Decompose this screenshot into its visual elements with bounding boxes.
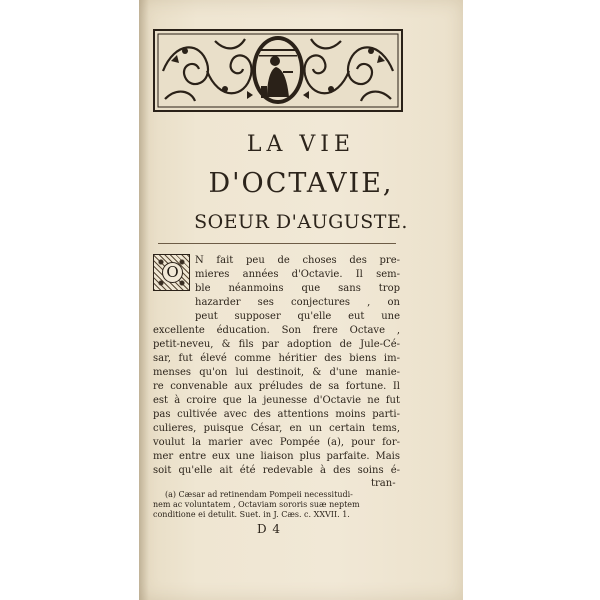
body-line: petit-neveu, & fils par adoption de Jule-Cé- <box>153 339 400 350</box>
drop-cap-letter: O <box>162 262 183 283</box>
page-gutter-shadow <box>139 0 149 600</box>
footnote-line: nem ac voluntatem , Octaviam sororis suæ neptem <box>153 500 360 509</box>
body-line: ble néanmoins que sans trop <box>195 283 400 294</box>
body-line: peut supposer qu'elle eut une <box>195 311 400 322</box>
body-line: N fait peu de choses des pre- <box>195 255 400 266</box>
headpiece-engraving <box>155 31 401 110</box>
ornamental-headpiece <box>153 29 403 112</box>
signature-mark: D 4 <box>256 522 282 536</box>
body-line: voulut la marier avec Pompée (a), pour for- <box>153 437 400 448</box>
body-line: excellente éducation. Son frere Octave , <box>153 325 400 336</box>
ornamental-drop-cap <box>153 254 190 291</box>
footnote-line: (a) Cæsar ad retinendam Pompeii necessitudi- <box>165 490 353 499</box>
book-page <box>139 0 463 600</box>
title-line-3: SOEUR D'AUGUSTE. <box>194 211 408 233</box>
title-line-1: LA VIE <box>246 132 356 157</box>
body-line: mieres années d'Octavie. Il sem- <box>195 269 400 280</box>
body-line: re convenable aux préludes de sa fortune. Il <box>153 381 400 392</box>
body-line: culieres, puisque César, en un certain tems, <box>153 423 400 434</box>
catchword: tran- <box>371 478 396 489</box>
body-line: est à croire que la jeunesse d'Octavie ne fut <box>153 395 400 406</box>
body-line: pas cultivée avec des attentions moins parti- <box>153 409 400 420</box>
body-line: soit qu'elle ait été redevable à des soins é- <box>153 465 400 476</box>
title-rule <box>158 243 396 244</box>
body-line: menses qu'on lui destinoit, & d'une manie- <box>153 367 400 378</box>
body-line: sar, fut élevé comme héritier des biens im- <box>153 353 400 364</box>
body-line: mer entre eux une liaison plus parfaite. Mais <box>153 451 400 462</box>
body-line: hazarder ses conjectures , on <box>195 297 400 308</box>
title-line-2: D'OCTAVIE, <box>208 168 394 199</box>
footnote-line: conditione ei detulit. Suet. in J. Cæs. c. XXVII. 1. <box>153 510 350 519</box>
